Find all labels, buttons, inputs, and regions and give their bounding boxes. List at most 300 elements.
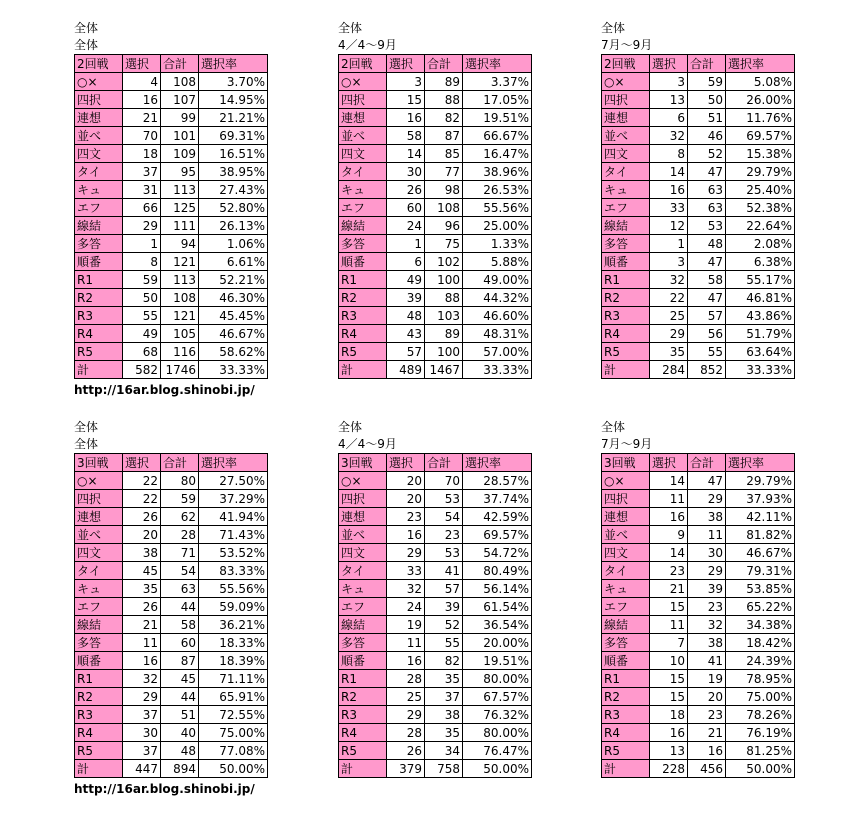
row-label: R3 — [602, 307, 650, 325]
table-cell: 101 — [161, 127, 199, 145]
table-cell: 77 — [425, 163, 463, 181]
row-label: R5 — [75, 742, 123, 760]
table-header-row — [75, 454, 268, 472]
section-round3-jul-sep — [601, 419, 794, 778]
table-row — [339, 181, 532, 199]
table-row — [339, 307, 532, 325]
table-cell: 18 — [123, 145, 161, 163]
row-label: 計 — [75, 760, 123, 778]
table-cell: 23 — [688, 598, 726, 616]
table-cell: 1467 — [425, 361, 463, 379]
table-cell: 53.85% — [726, 580, 795, 598]
table-row — [602, 508, 795, 526]
table-cell: 32 — [650, 271, 688, 289]
row-label: 計 — [602, 361, 650, 379]
table-cell: 456 — [688, 760, 726, 778]
table-cell: 35 — [425, 670, 463, 688]
table-row — [75, 670, 268, 688]
table-cell: 83.33% — [199, 562, 268, 580]
row-label: 多答 — [75, 235, 123, 253]
table-cell: 38.96% — [463, 163, 532, 181]
table-cell: 53 — [425, 490, 463, 508]
row-label: R1 — [339, 670, 387, 688]
table-cell: 3 — [650, 73, 688, 91]
row-label: R5 — [602, 343, 650, 361]
row-label: 並べ — [602, 127, 650, 145]
table-cell: 19.51% — [463, 652, 532, 670]
row-label: キュ — [75, 580, 123, 598]
table-cell: 21 — [123, 616, 161, 634]
table-cell: 98 — [425, 181, 463, 199]
table-row — [75, 526, 268, 544]
table-cell: 105 — [161, 325, 199, 343]
table-row — [75, 91, 268, 109]
row-label: ○× — [339, 472, 387, 490]
table-cell: 80.00% — [463, 724, 532, 742]
table-cell: 60 — [161, 634, 199, 652]
row-label: 多答 — [75, 634, 123, 652]
stats-table — [601, 453, 795, 778]
table-cell: 38 — [425, 706, 463, 724]
table-cell: 63.64% — [726, 343, 795, 361]
row-label: エフ — [75, 199, 123, 217]
table-row — [339, 544, 532, 562]
table-cell: 35 — [123, 580, 161, 598]
table-row — [339, 343, 532, 361]
column-header: 選択率 — [463, 454, 532, 472]
table-header-row — [75, 55, 268, 73]
table-cell: 20 — [387, 490, 425, 508]
row-label: R2 — [339, 688, 387, 706]
row-label: R3 — [75, 307, 123, 325]
table-cell: 8 — [650, 145, 688, 163]
table-row — [75, 325, 268, 343]
table-row — [602, 163, 795, 181]
row-label: R4 — [339, 325, 387, 343]
table-cell: 78.26% — [726, 706, 795, 724]
table-cell: 3.37% — [463, 73, 532, 91]
table-row — [602, 706, 795, 724]
table-row — [75, 163, 268, 181]
table-row — [339, 526, 532, 544]
table-cell: 99 — [161, 109, 199, 127]
table-row — [602, 91, 795, 109]
table-row — [602, 472, 795, 490]
row-label: 四文 — [339, 145, 387, 163]
row-label: 計 — [339, 361, 387, 379]
row-label: タイ — [602, 562, 650, 580]
column-header: 選択 — [387, 454, 425, 472]
row-label: エフ — [339, 598, 387, 616]
table-row — [339, 580, 532, 598]
table-cell: 87 — [425, 127, 463, 145]
table-cell: 21 — [123, 109, 161, 127]
table-cell: 51 — [688, 109, 726, 127]
table-cell: 9 — [650, 526, 688, 544]
table-cell: 47 — [688, 163, 726, 181]
table-row — [75, 634, 268, 652]
table-cell: 23 — [688, 706, 726, 724]
row-label: キュ — [75, 181, 123, 199]
table-cell: 80.49% — [463, 562, 532, 580]
table-cell: 38.95% — [199, 163, 268, 181]
table-cell: 52.80% — [199, 199, 268, 217]
table-cell: 67.57% — [463, 688, 532, 706]
table-cell: 38 — [688, 508, 726, 526]
table-row — [339, 253, 532, 271]
table-cell: 14 — [650, 472, 688, 490]
row-label: ○× — [75, 73, 123, 91]
table-cell: 50 — [688, 91, 726, 109]
table-cell: 56.14% — [463, 580, 532, 598]
table-cell: 16.51% — [199, 145, 268, 163]
table-cell: 15.38% — [726, 145, 795, 163]
table-cell: 34.38% — [726, 616, 795, 634]
table-row — [602, 490, 795, 508]
table-row — [339, 670, 532, 688]
table-cell: 228 — [650, 760, 688, 778]
table-cell: 379 — [387, 760, 425, 778]
row-label: 連想 — [339, 109, 387, 127]
table-header-row — [339, 55, 532, 73]
row-label: R4 — [339, 724, 387, 742]
table-cell: 63 — [688, 181, 726, 199]
table-cell: 31 — [123, 181, 161, 199]
table-cell: 52 — [688, 145, 726, 163]
table-row — [75, 235, 268, 253]
table-row — [339, 724, 532, 742]
table-cell: 50.00% — [199, 760, 268, 778]
row-label: 計 — [602, 760, 650, 778]
table-header-row — [602, 55, 795, 73]
row-label: R2 — [75, 289, 123, 307]
table-cell: 25.40% — [726, 181, 795, 199]
table-cell: 44 — [161, 688, 199, 706]
table-row — [602, 742, 795, 760]
row-label: 四択 — [602, 490, 650, 508]
table-row — [602, 109, 795, 127]
stats-table — [74, 54, 268, 379]
table-row — [339, 688, 532, 706]
table-cell: 39 — [688, 580, 726, 598]
table-cell: 27.50% — [199, 472, 268, 490]
row-label: 線結 — [75, 217, 123, 235]
section-title: 全体 — [338, 420, 363, 434]
blog-url: http://16ar.blog.shinobi.jp/ — [74, 782, 255, 796]
column-header: 選択率 — [199, 55, 268, 73]
column-header: 選択 — [123, 454, 161, 472]
table-cell: 116 — [161, 343, 199, 361]
table-cell: 30 — [387, 163, 425, 181]
row-label: R2 — [602, 688, 650, 706]
table-row — [75, 109, 268, 127]
table-cell: 26 — [123, 598, 161, 616]
column-header: 3回戦 — [75, 454, 123, 472]
table-cell: 81.82% — [726, 526, 795, 544]
table-cell: 22 — [123, 472, 161, 490]
row-label: 線結 — [602, 616, 650, 634]
table-cell: 29 — [123, 688, 161, 706]
table-cell: 29.79% — [726, 163, 795, 181]
row-label: 連想 — [339, 508, 387, 526]
table-row — [75, 145, 268, 163]
table-cell: 852 — [688, 361, 726, 379]
table-cell: 68 — [123, 343, 161, 361]
table-row — [75, 760, 268, 778]
table-row — [75, 616, 268, 634]
table-cell: 37.29% — [199, 490, 268, 508]
table-cell: 48 — [387, 307, 425, 325]
table-cell: 46.67% — [199, 325, 268, 343]
table-cell: 45.45% — [199, 307, 268, 325]
table-cell: 54 — [161, 562, 199, 580]
table-cell: 76.32% — [463, 706, 532, 724]
table-cell: 65.22% — [726, 598, 795, 616]
row-label: 四択 — [75, 490, 123, 508]
row-label: ○× — [602, 472, 650, 490]
table-cell: 21 — [688, 724, 726, 742]
table-cell: 81.25% — [726, 742, 795, 760]
table-cell: 53.52% — [199, 544, 268, 562]
table-cell: 52 — [425, 616, 463, 634]
row-label: 連想 — [75, 109, 123, 127]
table-cell: 23 — [650, 562, 688, 580]
table-cell: 39 — [425, 598, 463, 616]
row-label: 多答 — [339, 235, 387, 253]
table-cell: 489 — [387, 361, 425, 379]
table-cell: 18.33% — [199, 634, 268, 652]
table-cell: 58 — [688, 271, 726, 289]
table-row — [602, 526, 795, 544]
row-label: タイ — [75, 562, 123, 580]
column-header: 合計 — [161, 55, 199, 73]
table-cell: 51 — [161, 706, 199, 724]
table-cell: 18.39% — [199, 652, 268, 670]
table-row — [339, 472, 532, 490]
table-cell: 16 — [650, 724, 688, 742]
table-cell: 40 — [161, 724, 199, 742]
table-cell: 12 — [650, 217, 688, 235]
table-cell: 42.11% — [726, 508, 795, 526]
table-cell: 29 — [123, 217, 161, 235]
row-label: R2 — [602, 289, 650, 307]
table-cell: 87 — [161, 652, 199, 670]
table-row — [602, 361, 795, 379]
table-cell: 37 — [123, 742, 161, 760]
stats-table — [338, 54, 532, 379]
table-cell: 38 — [688, 634, 726, 652]
table-cell: 55.17% — [726, 271, 795, 289]
row-label: 順番 — [75, 253, 123, 271]
table-cell: 63 — [161, 580, 199, 598]
table-cell: 35 — [425, 724, 463, 742]
table-cell: 109 — [161, 145, 199, 163]
table-cell: 6.61% — [199, 253, 268, 271]
table-cell: 26 — [123, 508, 161, 526]
table-cell: 5.88% — [463, 253, 532, 271]
table-cell: 32 — [387, 580, 425, 598]
table-cell: 1.06% — [199, 235, 268, 253]
table-row — [602, 73, 795, 91]
table-cell: 3.70% — [199, 73, 268, 91]
table-row — [75, 598, 268, 616]
column-header: 合計 — [161, 454, 199, 472]
table-cell: 54.72% — [463, 544, 532, 562]
table-row — [602, 199, 795, 217]
column-header: 選択率 — [726, 55, 795, 73]
row-label: R4 — [75, 724, 123, 742]
table-row — [339, 490, 532, 508]
row-label: R1 — [75, 670, 123, 688]
table-row — [602, 289, 795, 307]
table-cell: 63 — [688, 199, 726, 217]
table-cell: 32 — [688, 616, 726, 634]
table-cell: 25 — [387, 688, 425, 706]
table-row — [75, 490, 268, 508]
table-cell: 29 — [688, 562, 726, 580]
table-cell: 49 — [387, 271, 425, 289]
table-cell: 26 — [387, 181, 425, 199]
table-cell: 58 — [161, 616, 199, 634]
table-cell: 76.47% — [463, 742, 532, 760]
section-period: 7月～9月 — [601, 38, 653, 52]
table-row — [75, 544, 268, 562]
table-cell: 85 — [425, 145, 463, 163]
table-row — [75, 127, 268, 145]
column-header: 2回戦 — [75, 55, 123, 73]
section-title: 全体 — [74, 420, 99, 434]
table-cell: 58.62% — [199, 343, 268, 361]
column-header: 3回戦 — [602, 454, 650, 472]
table-row — [75, 181, 268, 199]
table-cell: 23 — [425, 526, 463, 544]
row-label: エフ — [602, 199, 650, 217]
table-cell: 80.00% — [463, 670, 532, 688]
table-cell: 3 — [387, 73, 425, 91]
table-cell: 50.00% — [463, 760, 532, 778]
table-cell: 61.54% — [463, 598, 532, 616]
table-cell: 24 — [387, 598, 425, 616]
table-cell: 26.53% — [463, 181, 532, 199]
table-row — [75, 253, 268, 271]
table-row — [602, 271, 795, 289]
table-cell: 44.32% — [463, 289, 532, 307]
table-cell: 46.60% — [463, 307, 532, 325]
table-row — [339, 127, 532, 145]
column-header: 合計 — [425, 454, 463, 472]
row-label: 線結 — [339, 616, 387, 634]
table-cell: 71.43% — [199, 526, 268, 544]
table-cell: 54 — [425, 508, 463, 526]
table-cell: 76.19% — [726, 724, 795, 742]
row-label: ○× — [75, 472, 123, 490]
column-header: 選択 — [123, 55, 161, 73]
table-cell: 71 — [161, 544, 199, 562]
row-label: エフ — [339, 199, 387, 217]
table-row — [75, 199, 268, 217]
table-cell: 82 — [425, 652, 463, 670]
table-cell: 88 — [425, 91, 463, 109]
table-cell: 55.56% — [199, 580, 268, 598]
table-cell: 11 — [688, 526, 726, 544]
table-cell: 42.59% — [463, 508, 532, 526]
table-cell: 29 — [387, 544, 425, 562]
section-title: 全体 — [74, 21, 99, 35]
row-label: 多答 — [602, 634, 650, 652]
table-row — [602, 343, 795, 361]
table-header-row — [602, 454, 795, 472]
table-cell: 14 — [650, 163, 688, 181]
table-cell: 29 — [688, 490, 726, 508]
row-label: 四択 — [339, 91, 387, 109]
row-label: R3 — [339, 706, 387, 724]
table-cell: 46.67% — [726, 544, 795, 562]
table-cell: 100 — [425, 343, 463, 361]
table-cell: 59 — [123, 271, 161, 289]
table-cell: 37.93% — [726, 490, 795, 508]
table-cell: 21 — [650, 580, 688, 598]
column-header: 合計 — [688, 55, 726, 73]
row-label: 多答 — [339, 634, 387, 652]
table-cell: 53 — [425, 544, 463, 562]
table-cell: 108 — [425, 199, 463, 217]
section-round3-apr-sep — [338, 419, 531, 778]
table-cell: 20 — [688, 688, 726, 706]
section-title: 全体 — [601, 21, 626, 35]
table-cell: 108 — [161, 73, 199, 91]
table-cell: 447 — [123, 760, 161, 778]
table-cell: 75.00% — [199, 724, 268, 742]
table-cell: 11 — [650, 616, 688, 634]
column-header: 3回戦 — [339, 454, 387, 472]
table-cell: 58 — [387, 127, 425, 145]
table-row — [339, 652, 532, 670]
row-label: 順番 — [339, 253, 387, 271]
table-cell: 65.91% — [199, 688, 268, 706]
table-cell: 14.95% — [199, 91, 268, 109]
table-cell: 33 — [650, 199, 688, 217]
row-label: 並べ — [602, 526, 650, 544]
table-cell: 13 — [650, 91, 688, 109]
table-cell: 28 — [387, 670, 425, 688]
table-row — [75, 706, 268, 724]
table-cell: 5.08% — [726, 73, 795, 91]
table-cell: 26.00% — [726, 91, 795, 109]
row-label: 順番 — [602, 253, 650, 271]
table-cell: 69.31% — [199, 127, 268, 145]
table-cell: 56 — [688, 325, 726, 343]
row-label: キュ — [602, 181, 650, 199]
column-header: 2回戦 — [602, 55, 650, 73]
row-label: 計 — [339, 760, 387, 778]
table-cell: 33.33% — [463, 361, 532, 379]
table-cell: 11 — [123, 634, 161, 652]
row-label: タイ — [75, 163, 123, 181]
table-cell: 15 — [387, 91, 425, 109]
table-cell: 82 — [425, 109, 463, 127]
table-cell: 26.13% — [199, 217, 268, 235]
table-cell: 28 — [161, 526, 199, 544]
row-label: キュ — [602, 580, 650, 598]
table-row — [75, 289, 268, 307]
column-header: 合計 — [688, 454, 726, 472]
table-row — [339, 271, 532, 289]
table-cell: 96 — [425, 217, 463, 235]
table-cell: 16 — [650, 181, 688, 199]
row-label: 四文 — [339, 544, 387, 562]
table-cell: 20.00% — [463, 634, 532, 652]
table-cell: 18 — [650, 706, 688, 724]
